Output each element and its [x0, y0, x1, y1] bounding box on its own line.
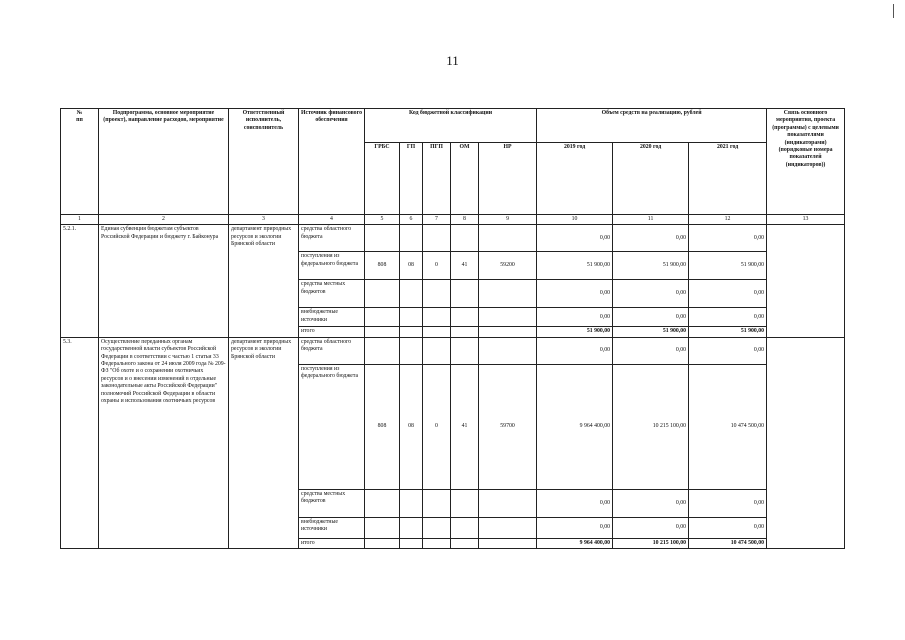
section-executor: департамент природных ресурсов и экологии Брянской области — [229, 337, 299, 548]
indicator-link-cell — [767, 225, 845, 337]
amount-2019: 0,00 — [537, 225, 613, 252]
column-number: 9 — [479, 215, 537, 225]
pgp-cell — [423, 538, 451, 548]
amount-2019: 0,00 — [537, 517, 613, 538]
column-number: 3 — [229, 215, 299, 225]
gp-cell: 08 — [400, 252, 423, 280]
amount-2020: 10 215 100,00 — [613, 364, 689, 489]
grbs-cell — [365, 327, 400, 337]
col-header-2019: 2019 год — [537, 143, 613, 215]
amount-2021: 0,00 — [689, 517, 767, 538]
nr-cell — [479, 517, 537, 538]
total-2019: 51 900,00 — [537, 327, 613, 337]
om-cell: 41 — [451, 364, 479, 489]
amount-2019: 0,00 — [537, 337, 613, 364]
pgp-cell — [423, 337, 451, 364]
table-row — [61, 225, 845, 252]
amount-2019: 51 900,00 — [537, 252, 613, 280]
column-number: 10 — [537, 215, 613, 225]
gp-cell — [400, 308, 423, 327]
om-cell — [451, 517, 479, 538]
nr-cell — [479, 225, 537, 252]
column-number: 12 — [689, 215, 767, 225]
amount-2020: 0,00 — [613, 337, 689, 364]
source-cell: средства областного бюджета — [299, 337, 365, 364]
col-header-codes-group: Код бюджетной классификации — [365, 109, 537, 143]
column-number: 8 — [451, 215, 479, 225]
source-cell: средства местных бюджетов — [299, 280, 365, 308]
pgp-cell: 0 — [423, 252, 451, 280]
section-name: Осуществление переданных органам государственной власти субъектов Российской Федерации в соответствии с частью 1 статьи 33 Федерального закона от 24 июля 2009 года № 209-ФЗ "Об охоте и о сохранении охотничьих ресурсов и о внесении изменений в отдельные законодательные акты Российской Федерации" полномочий Российской Федерации в области охраны и использования охотничьих ресурсов — [99, 337, 229, 548]
indicator-link-cell — [767, 337, 845, 548]
gp-cell — [400, 337, 423, 364]
source-cell: средства областного бюджета — [299, 225, 365, 252]
nr-cell: 59200 — [479, 252, 537, 280]
gp-cell — [400, 517, 423, 538]
column-number: 5 — [365, 215, 400, 225]
grbs-cell — [365, 337, 400, 364]
pgp-cell — [423, 308, 451, 327]
grbs-cell — [365, 308, 400, 327]
nr-cell — [479, 327, 537, 337]
om-cell — [451, 327, 479, 337]
amount-2020: 0,00 — [613, 280, 689, 308]
column-number: 2 — [99, 215, 229, 225]
pgp-cell: 0 — [423, 364, 451, 489]
col-header-2020: 2020 год — [613, 143, 689, 215]
column-number: 7 — [423, 215, 451, 225]
total-2020: 10 215 100,00 — [613, 538, 689, 548]
col-header-executor: Ответственный исполнитель, соисполнитель — [229, 109, 299, 215]
column-number: 4 — [299, 215, 365, 225]
col-header-2021: 2021 год — [689, 143, 767, 215]
om-cell — [451, 308, 479, 327]
amount-2021: 0,00 — [689, 337, 767, 364]
source-cell: итого — [299, 538, 365, 548]
gp-cell — [400, 327, 423, 337]
nr-cell — [479, 308, 537, 327]
om-cell — [451, 489, 479, 517]
column-number-row — [61, 215, 845, 225]
pgp-cell — [423, 517, 451, 538]
nr-cell — [479, 489, 537, 517]
gp-cell — [400, 538, 423, 548]
column-number: 11 — [613, 215, 689, 225]
section-name: Единая субвенция бюджетам субъектов Российской Федерации и бюджету г. Байконура — [99, 225, 229, 337]
nr-cell — [479, 337, 537, 364]
nr-cell: 59700 — [479, 364, 537, 489]
amount-2020: 0,00 — [613, 308, 689, 327]
amount-2021: 0,00 — [689, 308, 767, 327]
gp-cell — [400, 225, 423, 252]
grbs-cell: 808 — [365, 252, 400, 280]
source-cell: итого — [299, 327, 365, 337]
amount-2021: 51 900,00 — [689, 252, 767, 280]
pgp-cell — [423, 489, 451, 517]
gp-cell: 08 — [400, 364, 423, 489]
section-number: 5.3. — [61, 337, 99, 548]
section-number: 5.2.1. — [61, 225, 99, 337]
total-2020: 51 900,00 — [613, 327, 689, 337]
column-number: 1 — [61, 215, 99, 225]
total-2021: 10 474 500,00 — [689, 538, 767, 548]
amount-2019: 0,00 — [537, 489, 613, 517]
grbs-cell — [365, 225, 400, 252]
column-number: 13 — [767, 215, 845, 225]
nr-cell — [479, 280, 537, 308]
source-cell: внебюджетные источники — [299, 517, 365, 538]
gp-cell — [400, 280, 423, 308]
col-header-nr: НР — [479, 143, 537, 215]
om-cell — [451, 280, 479, 308]
amount-2020: 0,00 — [613, 517, 689, 538]
pgp-cell — [423, 280, 451, 308]
grbs-cell — [365, 280, 400, 308]
om-cell — [451, 538, 479, 548]
col-header-link: Связь основного мероприятия, проекта (программы) с целевыми показателями (индикаторами) (порядковые номера показателей (индикаторов)) — [767, 109, 845, 215]
col-header-num: № пп — [61, 109, 99, 215]
amount-2020: 51 900,00 — [613, 252, 689, 280]
column-number: 6 — [400, 215, 423, 225]
grbs-cell — [365, 538, 400, 548]
amount-2019: 0,00 — [537, 280, 613, 308]
total-2021: 51 900,00 — [689, 327, 767, 337]
om-cell: 41 — [451, 252, 479, 280]
grbs-cell — [365, 517, 400, 538]
grbs-cell: 808 — [365, 364, 400, 489]
table-row — [61, 337, 845, 364]
amount-2020: 0,00 — [613, 225, 689, 252]
amount-2021: 0,00 — [689, 225, 767, 252]
col-header-pgp: ПГП — [423, 143, 451, 215]
grbs-cell — [365, 489, 400, 517]
amount-2021: 0,00 — [689, 489, 767, 517]
section-executor: департамент природных ресурсов и экологии Брянской области — [229, 225, 299, 337]
amount-2021: 10 474 500,00 — [689, 364, 767, 489]
source-cell: средства местных бюджетов — [299, 489, 365, 517]
om-cell — [451, 225, 479, 252]
source-cell: поступления из федерального бюджета — [299, 364, 365, 489]
budget-table — [60, 108, 845, 549]
total-2019: 9 964 400,00 — [537, 538, 613, 548]
source-cell: внебюджетные источники — [299, 308, 365, 327]
nr-cell — [479, 538, 537, 548]
col-header-source: Источник финансового обеспечения — [299, 109, 365, 215]
pgp-cell — [423, 225, 451, 252]
om-cell — [451, 337, 479, 364]
pgp-cell — [423, 327, 451, 337]
page-number: 11 — [446, 53, 459, 68]
col-header-name: Подпрограмма, основное мероприятие (проект), направление расходов, мероприятие — [99, 109, 229, 215]
col-header-grbs: ГРБС — [365, 143, 400, 215]
header-row-1 — [61, 109, 845, 143]
amount-2021: 0,00 — [689, 280, 767, 308]
scan-edge-mark — [893, 4, 894, 18]
amount-2020: 0,00 — [613, 489, 689, 517]
col-header-volume-group: Объем средств на реализацию, рублей — [537, 109, 767, 143]
gp-cell — [400, 489, 423, 517]
amount-2019: 9 964 400,00 — [537, 364, 613, 489]
source-cell: поступления из федерального бюджета — [299, 252, 365, 280]
amount-2019: 0,00 — [537, 308, 613, 327]
col-header-om: ОМ — [451, 143, 479, 215]
col-header-gp: ГП — [400, 143, 423, 215]
